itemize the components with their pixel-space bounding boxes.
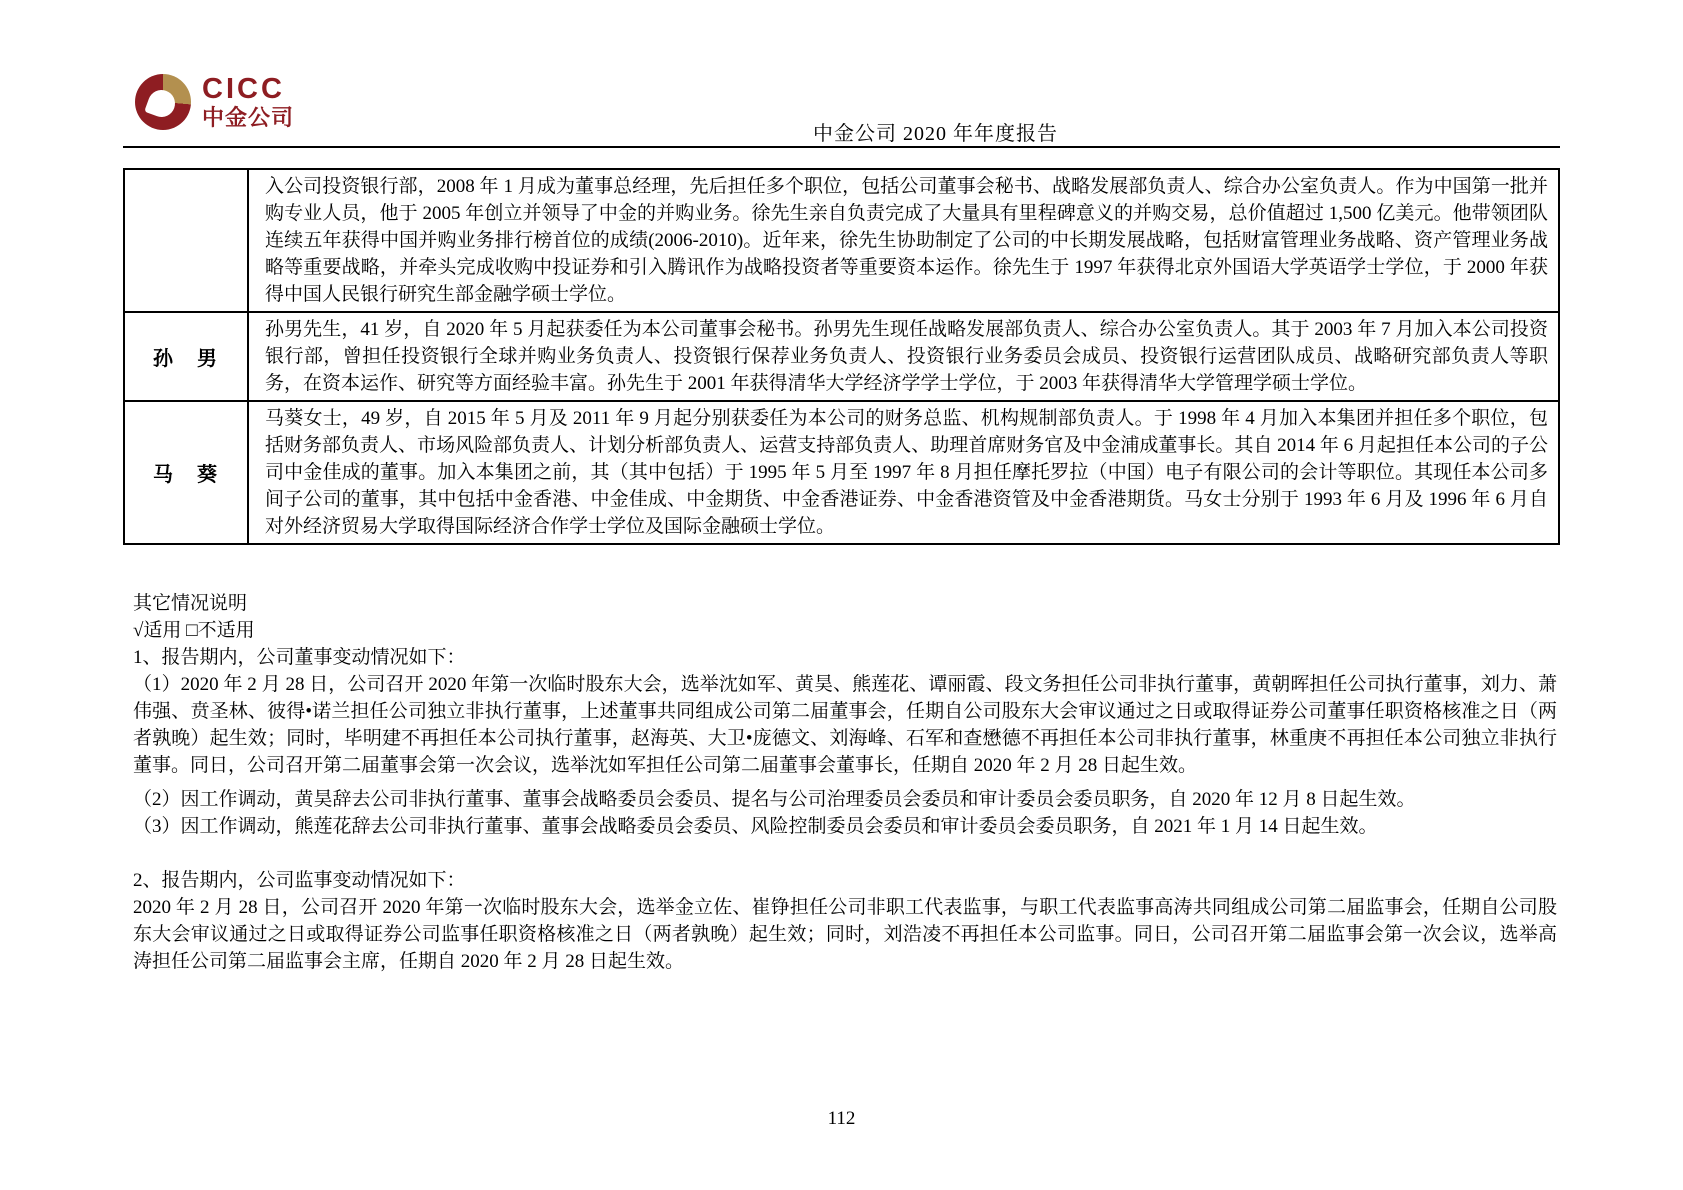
item2-title: 2、报告期内，公司监事变动情况如下：: [133, 870, 466, 891]
table-row: [124, 401, 1559, 544]
director-bio-cell: 马葵女士，49 岁，自 2015 年 5 月及 2011 年 9 月起分别获委任为本公司的财务总监、机构规制部负责人。于 1998 年 4 月加入本集团并担任多个职位，包括财务部负责人、市场风险部负责人、计划分析部负责人、运营支持部负责人、助理首席财务官及中金浦成董事长。其自 2014 年 6 月起担任本公司的子公司中金佳成的董事。加入本集团之前，其（其中包括）于 1995 年 5 月至 1997 年 8 月担任摩托罗拉（中国）电子有限公司的会计等职位。其现任本公司多间子公司的董事，其中包括中金香港、中金佳成、中金期货、中金香港证券、中金香港资管及中金香港期货。马女士分别于 1993 年 6 月及 1996 年 6 月自对外经济贸易大学取得国际经济合作学士学位及国际金融硕士学位。: [248, 401, 1559, 544]
page-number: 112: [827, 1108, 856, 1129]
other-info-section: [133, 590, 1557, 975]
cicc-logo-icon: [135, 74, 191, 130]
item1-paragraph-1: （1）2020 年 2 月 28 日，公司召开 2020 年第一次临时股东大会，选举沈如军、黄昊、熊莲花、谭丽霞、段文务担任公司非执行董事，黄朝晖担任公司执行董事，刘力、萧伟强、贲圣林、彼得•诺兰担任公司独立非执行董事，上述董事共同组成公司第二届董事会，任期自公司股东大会审议通过之日或取得证券公司董事任职资格核准之日（两者孰晚）起生效；同时，毕明建不再担任本公司执行董事，赵海英、大卫•庞德文、刘海峰、石军和查懋德不再担任本公司非执行董事，林重庚不再担任本公司独立非执行董事。同日，公司召开第二届董事会第一次会议，选举沈如军担任公司第二届董事会董事长，任期自 2020 年 2 月 28 日起生效。: [133, 674, 1558, 776]
item1-paragraph-2: （2）因工作调动，黄昊辞去公司非执行董事、董事会战略委员会委员、提名与公司治理委员会委员和审计委员会委员职务，自 2020 年 12 月 8 日起生效。: [133, 789, 1416, 810]
director-name-cell: 马 葵: [124, 401, 248, 544]
logo-text-en: CICC: [202, 73, 285, 105]
report-title: 中金公司 2020 年年度报告: [813, 123, 1058, 145]
applicability-line: √适用 □不适用: [133, 620, 255, 641]
director-bio-cell: 孙男先生，41 岁，自 2020 年 5 月起获委任为本公司董事会秘书。孙男先生现任战略发展部负责人、综合办公室负责人。其于 2003 年 7 月加入本公司投资银行部，曾担任投资银行全球并购业务负责人、投资银行保荐业务负责人、投资银行业务委员会成员、投资银行运营团队成员、战略研究部负责人等职务，在资本运作、研究等方面经验丰富。孙先生于 2001 年获得清华大学经济学学士学位，于 2003 年获得清华大学管理学硕士学位。: [248, 312, 1559, 401]
director-name-cell: [124, 169, 248, 312]
header-divider: [123, 146, 1560, 148]
director-name-cell: 孙 男: [124, 312, 248, 401]
item1-paragraph-3: （3）因工作调动，熊莲花辞去公司非执行董事、董事会战略委员会委员、风险控制委员会委员和审计委员会委员职务，自 2021 年 1 月 14 日起生效。: [133, 816, 1378, 837]
cicc-logo: [135, 74, 294, 130]
cicc-logo-text: [202, 75, 294, 129]
table-row: [124, 169, 1559, 312]
director-bio-cell: 入公司投资银行部，2008 年 1 月成为董事总经理，先后担任多个职位，包括公司董事会秘书、战略发展部负责人、综合办公室负责人。作为中国第一批并购专业人员，他于 2005 年创立并领导了中金的并购业务。徐先生亲自负责完成了大量具有里程碑意义的并购交易，总价值超过 1,500 亿美元。他带领团队连续五年获得中国并购业务排行榜首位的成绩(2006-2010)。近年来，徐先生协助制定了公司的中长期发展战略，包括财富管理业务战略、资产管理业务战略等重要战略，并牵头完成收购中投证券和引入腾讯作为战略投资者等重要资本运作。徐先生于 1997 年获得北京外国语大学英语学士学位，于 2000 年获得中国人民银行研究生部金融学硕士学位。: [248, 169, 1559, 312]
table-row: [124, 312, 1559, 401]
item2-paragraph-1: 2020 年 2 月 28 日，公司召开 2020 年第一次临时股东大会，选举金立佐、崔铮担任公司非职工代表监事，与职工代表监事高涛共同组成公司第二届监事会，任期自公司股东大会审议通过之日或取得证券公司监事任职资格核准之日（两者孰晚）起生效；同时，刘浩凌不再担任本公司监事。同日，公司召开第二届监事会第一次会议，选举高涛担任公司第二届监事会主席，任期自 2020 年 2 月 28 日起生效。: [133, 897, 1557, 972]
directors-bio-table: [123, 168, 1560, 545]
logo-text-cn: 中金公司: [202, 105, 295, 130]
other-info-title: 其它情况说明: [133, 593, 248, 614]
item1-title: 1、报告期内，公司董事变动情况如下：: [133, 647, 466, 668]
